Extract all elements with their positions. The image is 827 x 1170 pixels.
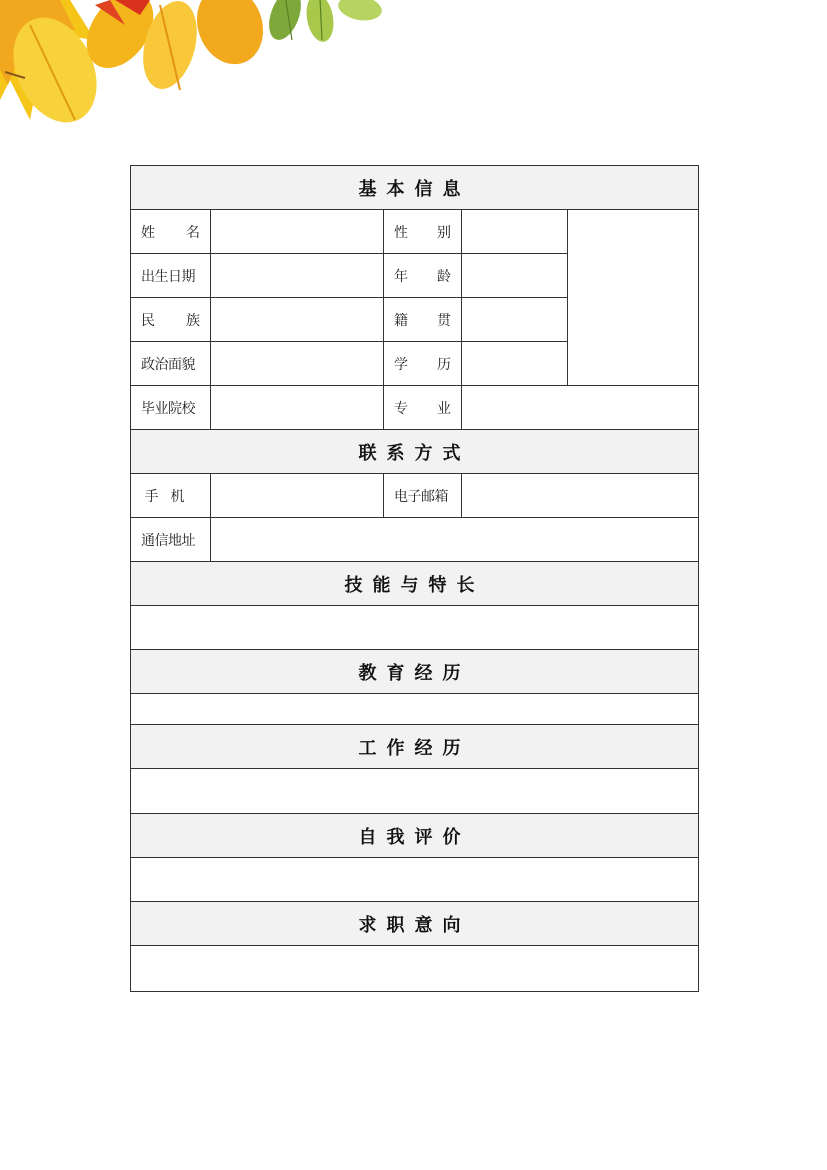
section-education: 教育经历 (131, 650, 699, 694)
phone-field[interactable] (211, 474, 384, 518)
section-work: 工作经历 (131, 725, 699, 769)
major-field[interactable] (462, 386, 699, 430)
label-major: 专业 (384, 386, 462, 430)
label-ethnicity: 民族 (131, 298, 211, 342)
label-school: 毕业院校 (131, 386, 211, 430)
intention-field[interactable] (131, 946, 699, 992)
autumn-leaves-decoration (0, 0, 400, 140)
birth-field[interactable] (211, 254, 384, 298)
label-age: 年龄 (384, 254, 462, 298)
evaluation-field[interactable] (131, 858, 699, 902)
chestnut-leaf-icon (0, 0, 274, 136)
label-native: 籍贯 (384, 298, 462, 342)
photo-area[interactable] (568, 210, 699, 386)
label-birth: 出生日期 (131, 254, 211, 298)
section-basic-info: 基本信息 (131, 166, 699, 210)
politics-field[interactable] (211, 342, 384, 386)
ethnicity-field[interactable] (211, 298, 384, 342)
native-field[interactable] (462, 298, 568, 342)
resume-table (130, 165, 699, 992)
name-field[interactable] (211, 210, 384, 254)
label-address: 通信地址 (131, 518, 211, 562)
label-politics: 政治面貌 (131, 342, 211, 386)
work-field[interactable] (131, 769, 699, 814)
section-contact: 联系方式 (131, 430, 699, 474)
section-evaluation: 自我评价 (131, 814, 699, 858)
section-skills: 技能与特长 (131, 562, 699, 606)
label-degree: 学历 (384, 342, 462, 386)
green-leaf-icon (263, 0, 384, 44)
label-phone: 手机 (131, 474, 211, 518)
degree-field[interactable] (462, 342, 568, 386)
label-email: 电子邮箱 (384, 474, 462, 518)
age-field[interactable] (462, 254, 568, 298)
skills-field[interactable] (131, 606, 699, 650)
section-intention: 求职意向 (131, 902, 699, 946)
email-field[interactable] (462, 474, 699, 518)
school-field[interactable] (211, 386, 384, 430)
education-field[interactable] (131, 694, 699, 725)
gender-field[interactable] (462, 210, 568, 254)
label-gender: 性别 (384, 210, 462, 254)
address-field[interactable] (211, 518, 699, 562)
label-name: 姓名 (131, 210, 211, 254)
